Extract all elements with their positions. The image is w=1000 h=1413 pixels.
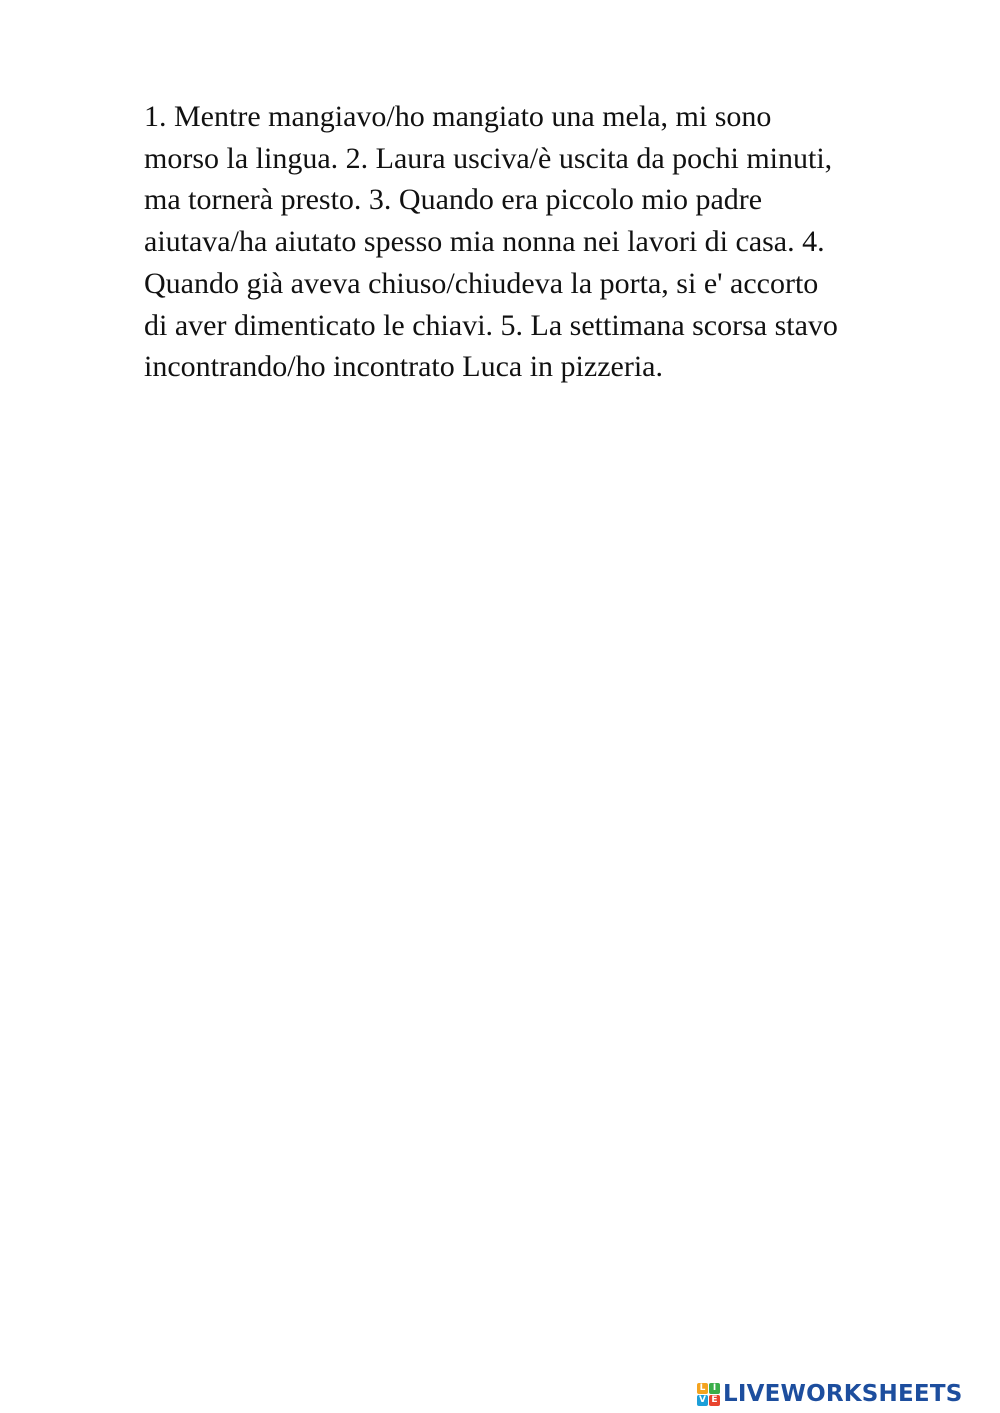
exercise-line: 1. Mentre mangiavo/ho mangiato una mela, mi sono — [144, 100, 772, 133]
liveworksheets-logo-icon — [697, 1383, 720, 1406]
logo-cell-l: L — [697, 1383, 708, 1394]
logo-cell-e: E — [709, 1395, 720, 1406]
brand-wordmark: LIVEWORKSHEETS — [723, 1381, 963, 1407]
exercise-line: morso la lingua. 2. Laura usciva/è uscita da pochi minuti, — [144, 141, 833, 175]
logo-cell-v: V — [697, 1395, 708, 1406]
exercise-line: aiutava/ha aiutato spesso mia nonna nei lavori di casa. 4. — [144, 225, 825, 259]
liveworksheets-footer — [697, 1377, 962, 1411]
exercise-line: Quando già aveva chiuso/chiudeva la porta, si e' accorto — [144, 266, 819, 300]
exercise-line: incontrando/ho incontrato Luca in pizzeria. — [144, 350, 663, 384]
exercise-text — [144, 96, 944, 388]
exercise-line: ma tornerà presto. 3. Quando era piccolo mio padre — [144, 183, 763, 217]
logo-cell-i: I — [709, 1383, 720, 1394]
exercise-line: di aver dimenticato le chiavi. 5. La settimana scorsa stavo — [144, 308, 838, 342]
